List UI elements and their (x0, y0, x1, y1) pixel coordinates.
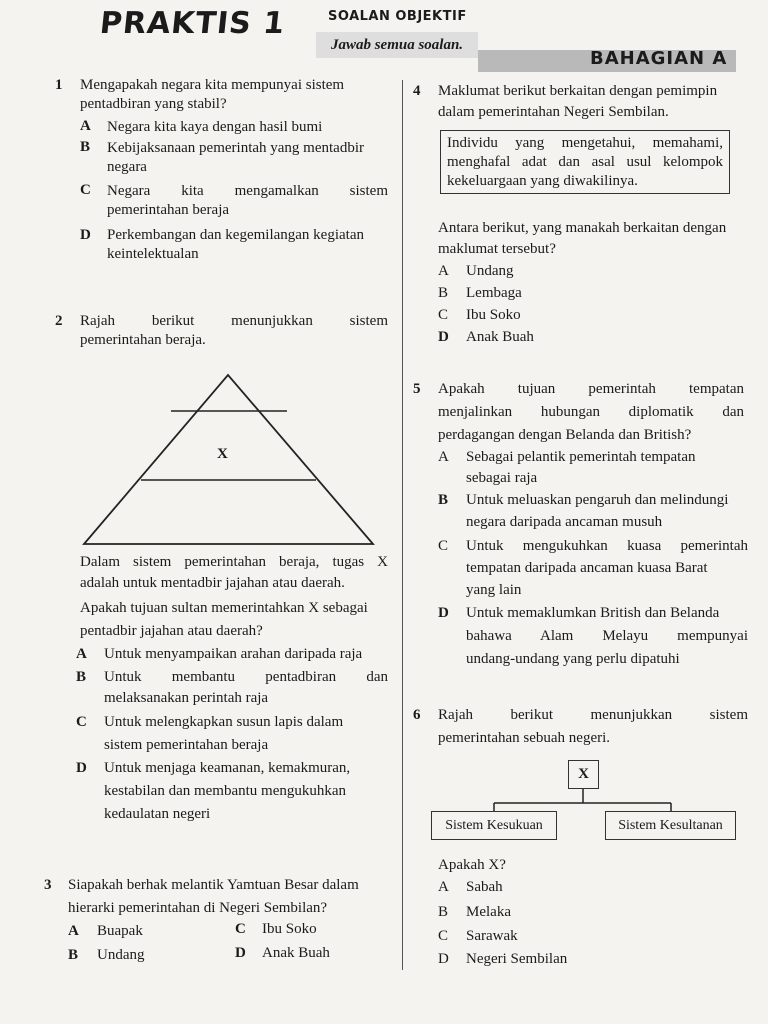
q5-option-c-line2[interactable]: tempatan daripada ancaman kuasa Barat (466, 560, 708, 576)
q6-option-a[interactable]: Sabah (466, 879, 503, 895)
q2-option-d-line3[interactable]: kedaulatan negeri (104, 806, 211, 822)
q4-option-a-letter: A (438, 263, 449, 279)
q4-option-b[interactable]: Lembaga (466, 285, 522, 301)
practice-title: PRAKTIS 1 (98, 6, 287, 41)
q2-stem-line2: pemerintahan beraja. (80, 332, 206, 348)
q1-option-c-letter: C (80, 182, 91, 198)
q5-stem-line1: Apakah tujuan pemerintah tempatan (438, 381, 744, 397)
q5-option-c-line3[interactable]: yang lain (466, 582, 522, 598)
q5-option-a-line2[interactable]: sebagai raja (466, 470, 538, 486)
section-title: SOALAN OBJEKTIF (328, 9, 467, 24)
q2-question-line2: pentadbir jajahan atau daerah? (80, 623, 263, 639)
q1-stem-line1: Mengapakah negara kita mempunyai sistem (80, 77, 345, 93)
q4-option-c[interactable]: Ibu Soko (466, 307, 521, 323)
q2-option-a[interactable]: Untuk menyampaikan arahan daripada raja (104, 646, 363, 662)
q1-option-a[interactable]: Negara kita kaya dengan hasil bumi (107, 119, 323, 135)
q3-option-a-letter: A (68, 923, 79, 939)
q6-option-b[interactable]: Melaka (466, 904, 511, 920)
q2-option-d-line2[interactable]: kestabilan dan membantu mengukuhkan (104, 783, 347, 799)
q1-option-d-line2[interactable]: keintelektualan (107, 246, 199, 262)
q5-option-b-letter: B (438, 492, 449, 508)
q1-option-d-letter: D (80, 227, 91, 243)
org-box-right-label: Sistem Kesultanan (618, 817, 723, 833)
q5-option-a-line1[interactable]: Sebagai pelantik pemerintah tempatan (466, 449, 696, 465)
q1-option-c-line2[interactable]: pemerintahan beraja (107, 202, 230, 218)
q6-option-d[interactable]: Negeri Sembilan (466, 951, 568, 967)
org-box-x (568, 760, 599, 789)
q1-option-c-line1[interactable]: Negara kita mengamalkan sistem (107, 183, 388, 199)
q4-option-d-letter: D (438, 329, 449, 345)
q3-stem-line2: hierarki pemerintahan di Negeri Sembilan? (68, 900, 328, 916)
q2-option-b-letter: B (76, 669, 87, 685)
q4-option-c-letter: C (438, 307, 449, 323)
q4-option-b-letter: B (438, 285, 449, 301)
org-box-left-label: Sistem Kesukuan (445, 817, 543, 833)
q2-option-a-letter: A (76, 646, 87, 662)
q3-option-a[interactable]: Buapak (97, 923, 143, 939)
q3-option-c[interactable]: Ibu Soko (262, 921, 317, 937)
q5-option-d-line3[interactable]: undang-undang yang perlu dipatuhi (466, 651, 680, 667)
q1-stem-line2: pentadbiran yang stabil? (80, 96, 227, 112)
q4-question-line1: Antara berikut, yang manakah berkaitan dengan (438, 220, 727, 236)
q1-option-a-letter: A (80, 118, 91, 134)
q3-option-d[interactable]: Anak Buah (262, 945, 330, 961)
q2-number: 2 (55, 313, 63, 329)
q5-option-d-letter: D (438, 605, 449, 621)
q6-stem-line2: pemerintahan sebuah negeri. (438, 730, 611, 746)
q6-question: Apakah X? (438, 857, 506, 873)
q2-option-b-line1[interactable]: Untuk membantu pentadbiran dan (104, 669, 388, 685)
q6-stem-line1: Rajah berikut menunjukkan sistem (438, 707, 748, 723)
q2-stem-line1: Rajah berikut menunjukkan sistem (80, 313, 388, 329)
q5-option-a-letter: A (438, 449, 449, 465)
q5-stem-line2: menjalinkan hubungan diplomatik dan (438, 404, 744, 420)
q1-number: 1 (55, 77, 63, 93)
q1-option-b-line2[interactable]: negara (107, 159, 147, 175)
q2-option-c-line2[interactable]: sistem pemerintahan beraja (104, 737, 269, 753)
q4-stem-line1: Maklumat berikut berkaitan dengan pemimpin (438, 83, 718, 99)
q1-option-b-line1[interactable]: Kebijaksanaan pemerintah yang mentadbir (107, 140, 364, 156)
q6-option-b-letter: B (438, 904, 449, 920)
q2-option-b-line2[interactable]: melaksanakan perintah raja (104, 690, 269, 706)
q4-stem-line2: dalam pemerintahan Negeri Sembilan. (438, 104, 669, 120)
q1-option-d-line1[interactable]: Perkembangan dan kegemilangan kegiatan (107, 227, 364, 243)
q5-option-d-line2[interactable]: bahawa Alam Melayu mempunyai (466, 628, 748, 644)
q6-number: 6 (413, 707, 421, 723)
q6-option-a-letter: A (438, 879, 449, 895)
q5-option-d-line1[interactable]: Untuk memaklumkan British dan Belanda (466, 605, 720, 621)
q3-option-b-letter: B (68, 947, 79, 963)
q6-option-c-letter: C (438, 928, 449, 944)
q6-option-d-letter: D (438, 951, 449, 967)
q2-option-d-letter: D (76, 760, 87, 776)
section-label: BAHAGIAN A (590, 48, 728, 69)
q1-option-b-letter: B (80, 139, 91, 155)
instruction-text: Jawab semua soalan. (330, 36, 464, 53)
q3-option-c-letter: C (235, 921, 246, 937)
q5-number: 5 (413, 381, 421, 397)
q4-info-line2: menghafal adat dan asal usul kelompok (447, 154, 723, 170)
q3-stem-line1: Siapakah berhak melantik Yamtuan Besar dalam (68, 877, 359, 893)
q2-passage-line1: Dalam sistem pemerintahan beraja, tugas X (80, 554, 388, 570)
q5-option-c-line1[interactable]: Untuk mengukuhkan kuasa pemerintah (466, 538, 748, 554)
q4-option-d[interactable]: Anak Buah (466, 329, 534, 345)
q5-option-b-line1[interactable]: Untuk meluaskan pengaruh dan melindungi (466, 492, 729, 508)
q6-option-c[interactable]: Sarawak (466, 928, 518, 944)
q3-number: 3 (44, 877, 52, 893)
q4-info-line1: Individu yang mengetahui, memahami, (447, 135, 723, 151)
q5-option-b-line2[interactable]: negara daripada ancaman musuh (466, 514, 663, 530)
pyramid-label-x: X (217, 446, 228, 462)
q2-option-c-line1[interactable]: Untuk melengkapkan susun lapis dalam (104, 714, 344, 730)
q4-info-line3: kekeluargaan yang diwakilinya. (447, 173, 638, 189)
q5-stem-line3: perdagangan dengan Belanda dan British? (438, 427, 692, 443)
q5-option-c-letter: C (438, 538, 449, 554)
q3-option-b[interactable]: Undang (97, 947, 145, 963)
q2-question-line1: Apakah tujuan sultan memerintahkan X sebagai (80, 600, 368, 616)
org-box-right (605, 811, 736, 840)
q3-option-d-letter: D (235, 945, 246, 961)
q2-option-c-letter: C (76, 714, 87, 730)
org-box-left (431, 811, 557, 840)
q2-option-d-line1[interactable]: Untuk menjaga keamanan, kemakmuran, (104, 760, 351, 776)
q4-option-a[interactable]: Undang (466, 263, 514, 279)
q2-passage-line2: adalah untuk mentadbir jajahan atau daerah. (80, 575, 345, 591)
q4-question-line2: maklumat tersebut? (438, 241, 556, 257)
org-box-x-label: X (578, 766, 589, 782)
q4-number: 4 (413, 83, 421, 99)
